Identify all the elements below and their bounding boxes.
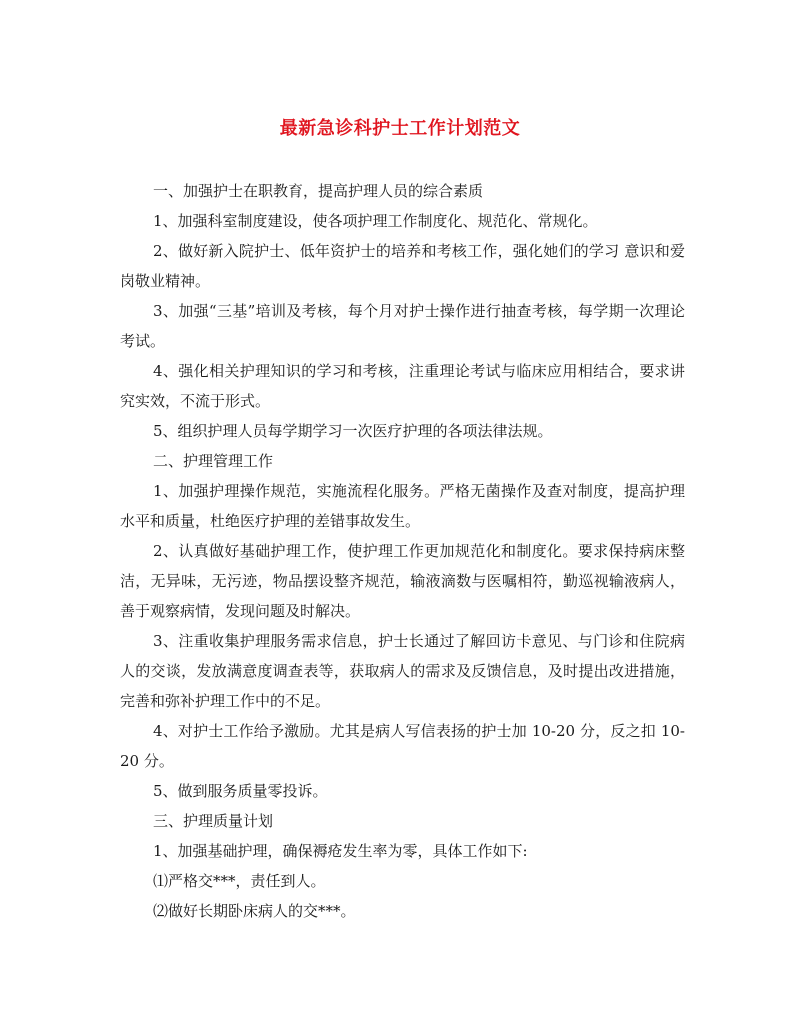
paragraph: ⑴严格交***，责任到人。 [153,872,326,890]
paragraph: 4、对护士工作给予激励。尤其是病人写信表扬的护士加 10-20 分，反之扣 10-20 分。 [120,722,685,770]
paragraph: 2、做好新入院护士、低年资护士的培养和考核工作，强化她们的学习 意识和爱 岗敬业精神。 [120,242,685,290]
paragraph: 3、加强“三基”培训及考核，每个月对护士操作进行抽查考核，每学期一次理论考试。 [120,302,685,350]
section-heading-1: 一、加强护士在职教育，提高护理人员的综合素质 [153,182,484,200]
section-heading-3: 三、护理质量计划 [153,812,274,830]
paragraph: 1、加强护理操作规范，实施流程化服务。严格无菌操作及查对制度，提高护理水平和质量，杜绝医疗护理的差错事故发生。 [120,482,685,530]
section-heading-2: 二、护理管理工作 [153,452,274,470]
paragraph: 1、加强基础护理，确保褥疮发生率为零，具体工作如下: [153,842,528,860]
paragraph: 4、强化相关护理知识的学习和考核，注重理论考试与临床应用相结合，要求讲究实效，不流于形式。 [120,362,685,410]
paragraph: 1、加强科室制度建设，使各项护理工作制度化、规范化、常规化。 [153,212,598,230]
document-title: 最新急诊科护士工作计划范文 [279,118,521,139]
document-body [120,176,685,926]
paragraph: 2、认真做好基础护理工作，使护理工作更加规范化和制度化。要求保持病床整洁，无异味，无污迹，物品摆设整齐规范，输液滴数与医嘱相符，勤巡视输液病人，善于观察病情，发现问题及时解决。 [120,542,685,620]
paragraph: 5、组织护理人员每学期学习一次医疗护理的各项法律法规。 [153,422,553,440]
paragraph: 5、做到服务质量零投诉。 [153,782,328,800]
paragraph: 3、注重收集护理服务需求信息，护士长通过了解回访卡意见、与门诊和住院病人的交谈，发放满意度调查表等，获取病人的需求及反馈信息，及时提出改进措施，完善和弥补护理工作中的不足。 [120,632,685,710]
paragraph: ⑵做好长期卧床病人的交***。 [153,902,356,920]
